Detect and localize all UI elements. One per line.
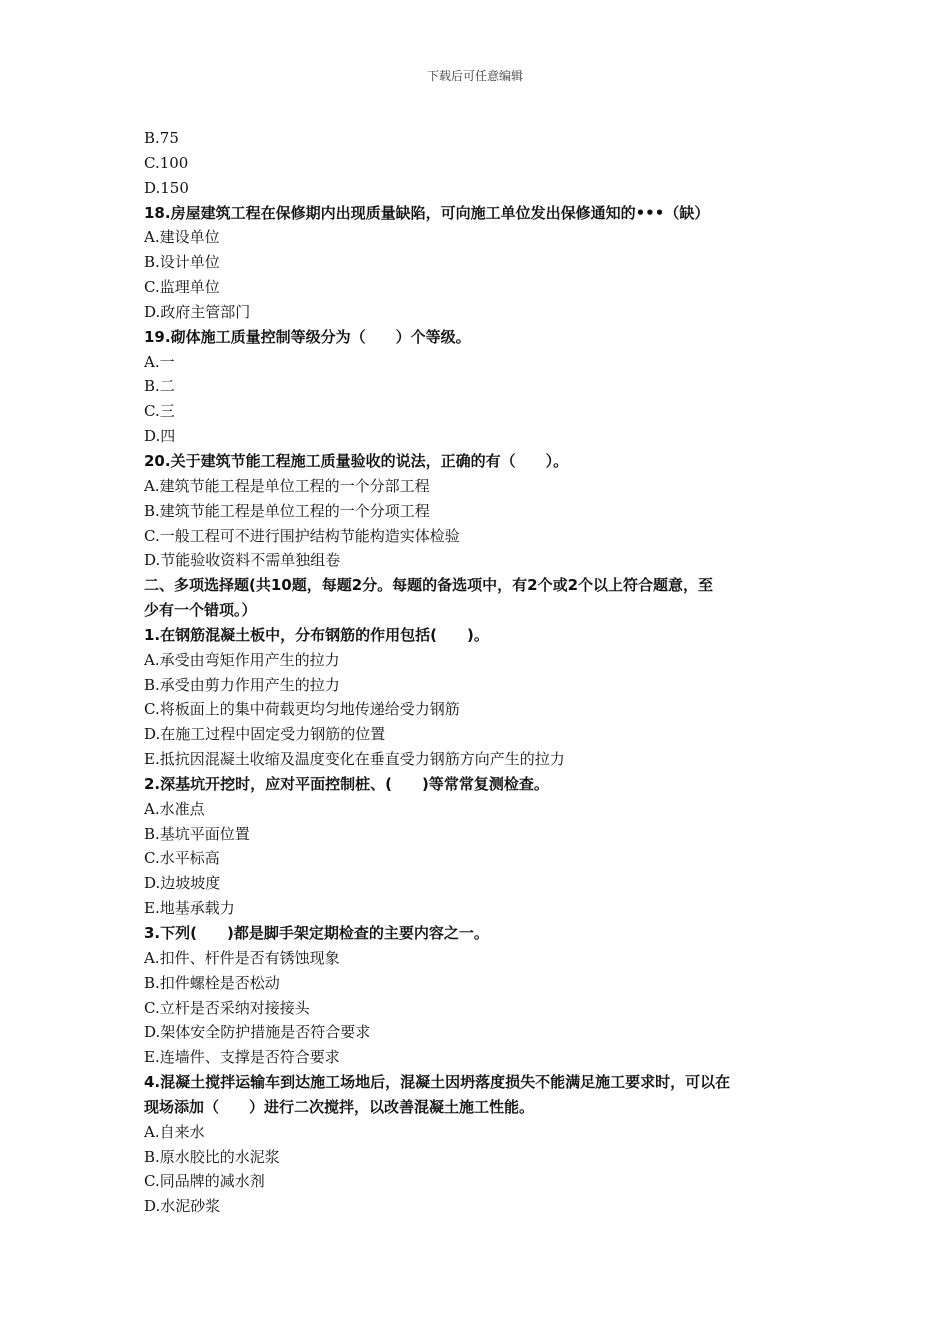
option-line: C.三	[144, 402, 175, 421]
option-line: D.在施工过程中固定受力钢筋的位置	[144, 725, 386, 744]
question-line: 二、多项选择题(共10题，每题2分。每题的备选项中，有2个或2个以上符合题意，至	[144, 576, 714, 595]
option-line: B.二	[144, 377, 175, 396]
option-line: A.自来水	[144, 1122, 205, 1141]
option-line: A.承受由弯矩作用产生的拉力	[144, 650, 340, 669]
option-line: B.75	[144, 129, 179, 147]
question-line: 19.砌体施工质量控制等级分为（ ）个等级。	[144, 327, 471, 346]
option-line: D.四	[144, 427, 176, 446]
option-line: D.节能验收资料不需单独组卷	[144, 551, 341, 570]
option-line: B.基坑平面位置	[144, 824, 250, 843]
option-line: D.150	[144, 178, 189, 197]
option-line: B.设计单位	[144, 253, 220, 272]
question-line: 2.深基坑开挖时，应对平面控制桩、( )等常常复测检查。	[144, 774, 549, 793]
question-line: 现场添加（ ）进行二次搅拌，以改善混凝土施工性能。	[144, 1097, 535, 1116]
option-line: C.水平标高	[144, 849, 220, 868]
option-line: E.地基承载力	[144, 899, 235, 918]
option-line: A.建筑节能工程是单位工程的一个分部工程	[144, 476, 430, 495]
option-line: C.将板面上的集中荷载更均匀地传递给受力钢筋	[144, 700, 460, 719]
option-line: B.承受由剪力作用产生的拉力	[144, 675, 340, 694]
option-line: C.100	[144, 153, 189, 172]
question-line: 3.下列( )都是脚手架定期检查的主要内容之一。	[144, 924, 489, 942]
option-line: D.边坡坡度	[144, 874, 221, 893]
option-line: A.建设单位	[144, 228, 220, 247]
option-line: D.架体安全防护措施是否符合要求	[144, 1023, 371, 1042]
option-line: C.立杆是否采纳对接接头	[144, 998, 310, 1017]
question-line: 20.关于建筑节能工程施工质量验收的说法，正确的有（ ）。	[144, 451, 569, 470]
option-line: B.原水胶比的水泥浆	[144, 1147, 280, 1166]
question-line: 18.房屋建筑工程在保修期内出现质量缺陷，可向施工单位发出保修通知的•••（缺）	[144, 203, 710, 222]
option-line: C.监理单位	[144, 278, 220, 297]
option-line: D.水泥砂浆	[144, 1197, 221, 1216]
document-body	[144, 126, 814, 1219]
option-line: B.建筑节能工程是单位工程的一个分项工程	[144, 501, 430, 520]
option-line: E.连墙件、支撑是否符合要求	[144, 1048, 340, 1067]
question-line: 少有一个错项。）	[144, 601, 257, 620]
option-line: A.扣件、杆件是否有锈蚀现象	[144, 948, 340, 967]
option-line: E.抵抗因混凝土收缩及温度变化在垂直受力钢筋方向产生的拉力	[144, 750, 565, 769]
option-line: A.一	[144, 352, 175, 371]
option-line: C.一般工程可不进行围护结构节能构造实体检验	[144, 526, 460, 545]
option-line: D.政府主管部门	[144, 302, 251, 321]
option-line: C.同品牌的减水剂	[144, 1172, 265, 1191]
question-line: 1.在钢筋混凝土板中，分布钢筋的作用包括( )。	[144, 625, 489, 644]
question-line: 4.混凝土搅拌运输车到达施工场地后，混凝土因坍落度损失不能满足施工要求时，可以在	[144, 1073, 731, 1092]
page-header: 下载后可任意编辑	[426, 69, 523, 83]
option-line: A.水准点	[144, 799, 205, 818]
option-line: B.扣件螺栓是否松动	[144, 973, 280, 992]
